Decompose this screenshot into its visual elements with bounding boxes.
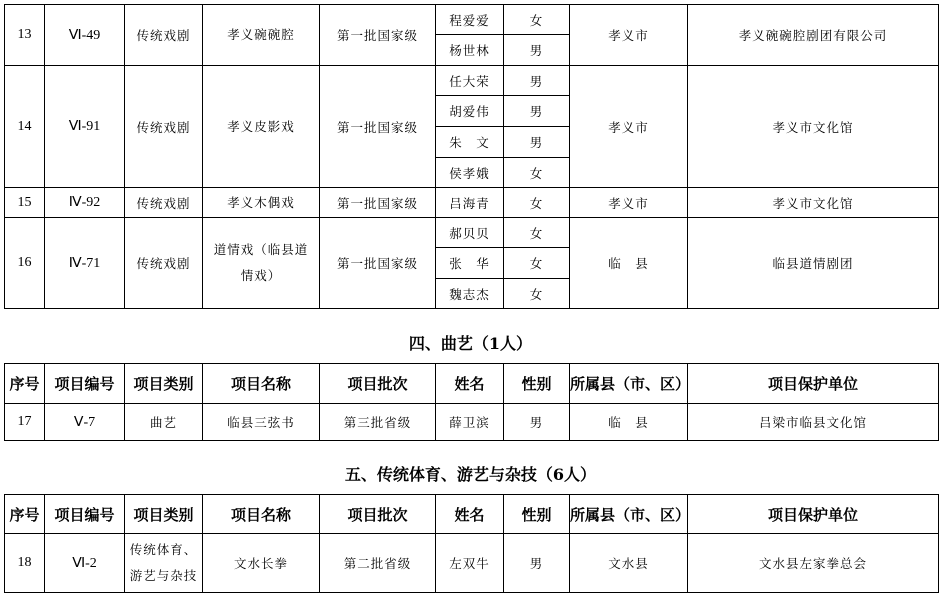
cell-gender: 男: [504, 534, 570, 593]
header-row: [5, 364, 939, 404]
cell-person: 张 华: [436, 248, 504, 279]
cell-person: 胡爱伟: [436, 96, 504, 127]
cell-person: 侯孝娥: [436, 158, 504, 188]
cell-county: 孝义市: [570, 5, 688, 66]
cell-person: 程爱爱: [436, 5, 504, 35]
cell-seq: 17: [5, 404, 45, 441]
cell-category: 传统戏剧: [125, 66, 203, 188]
cell-code: Ⅳ-92: [45, 188, 125, 218]
cell-gender: 男: [504, 66, 570, 96]
table-row: [5, 218, 939, 248]
cell-batch: 第一批国家级: [320, 188, 436, 218]
column-header: 项目保护单位: [688, 495, 939, 534]
column-header: 项目编号: [45, 364, 125, 404]
cell-county: 孝义市: [570, 188, 688, 218]
cell-county: 临 县: [570, 404, 688, 441]
cell-seq: 15: [5, 188, 45, 218]
cell-seq: 14: [5, 66, 45, 188]
column-header: 所属县（市、区）: [570, 495, 688, 534]
cell-unit: 吕梁市临县文化馆: [688, 404, 939, 441]
column-header: 姓名: [436, 364, 504, 404]
cell-category: 传统体育、游艺与杂技: [125, 534, 203, 593]
column-header: 项目批次: [320, 364, 436, 404]
column-header: 项目编号: [45, 495, 125, 534]
cell-name: 孝义碗碗腔: [203, 5, 320, 66]
cell-person: 吕海青: [436, 188, 504, 218]
cell-unit: 孝义市文化馆: [688, 188, 939, 218]
cell-gender: 女: [504, 5, 570, 35]
cell-person: 杨世林: [436, 35, 504, 66]
cell-seq: 18: [5, 534, 45, 593]
section-heading-sports: 五、传统体育、游艺与杂技（6人）: [344, 465, 597, 484]
cell-county: 文水县: [570, 534, 688, 593]
column-header: 项目类别: [125, 495, 203, 534]
cell-category: 曲艺: [125, 404, 203, 441]
cell-unit: 临县道情剧团: [688, 218, 939, 309]
cell-person: 魏志杰: [436, 279, 504, 309]
cell-batch: 第一批国家级: [320, 5, 436, 66]
cell-name: 孝义木偶戏: [203, 188, 320, 218]
cell-code: Ⅵ-2: [45, 534, 125, 593]
table-row: [5, 188, 939, 218]
cell-gender: 男: [504, 404, 570, 441]
table-row: [5, 5, 939, 35]
table-row: [5, 534, 939, 593]
header-row: [5, 495, 939, 534]
table-sports: [4, 494, 939, 593]
cell-unit: 孝义市文化馆: [688, 66, 939, 188]
cell-gender: 男: [504, 96, 570, 127]
column-header: 序号: [5, 364, 45, 404]
cell-gender: 女: [504, 188, 570, 218]
column-header: 项目类别: [125, 364, 203, 404]
cell-name: 道情戏（临县道情戏）: [203, 218, 320, 309]
cell-person: 朱 文: [436, 127, 504, 158]
table-quyi: [4, 363, 939, 441]
cell-gender: 女: [504, 158, 570, 188]
cell-gender: 女: [504, 279, 570, 309]
column-header: 姓名: [436, 495, 504, 534]
cell-county: 孝义市: [570, 66, 688, 188]
section-heading-quyi: 四、曲艺（1人）: [408, 334, 533, 353]
cell-person: 左双牛: [436, 534, 504, 593]
column-header: 序号: [5, 495, 45, 534]
cell-seq: 16: [5, 218, 45, 309]
cell-code: Ⅳ-71: [45, 218, 125, 309]
cell-gender: 女: [504, 218, 570, 248]
column-header: 项目名称: [203, 495, 320, 534]
cell-seq: 13: [5, 5, 45, 66]
table-row: [5, 404, 939, 441]
column-header: 性别: [504, 495, 570, 534]
column-header: 项目名称: [203, 364, 320, 404]
cell-code: Ⅵ-91: [45, 66, 125, 188]
cell-county: 临 县: [570, 218, 688, 309]
column-header: 性别: [504, 364, 570, 404]
cell-gender: 男: [504, 127, 570, 158]
cell-name: 文水长拳: [203, 534, 320, 593]
column-header: 项目保护单位: [688, 364, 939, 404]
cell-name: 临县三弦书: [203, 404, 320, 441]
table-row: [5, 66, 939, 96]
cell-category: 传统戏剧: [125, 188, 203, 218]
cell-name: 孝义皮影戏: [203, 66, 320, 188]
cell-batch: 第二批省级: [320, 534, 436, 593]
cell-category: 传统戏剧: [125, 218, 203, 309]
cell-code: Ⅵ-49: [45, 5, 125, 66]
cell-gender: 男: [504, 35, 570, 66]
cell-batch: 第一批国家级: [320, 66, 436, 188]
cell-person: 薛卫滨: [436, 404, 504, 441]
cell-gender: 女: [504, 248, 570, 279]
cell-person: 郝贝贝: [436, 218, 504, 248]
cell-person: 任大荣: [436, 66, 504, 96]
cell-category: 传统戏剧: [125, 5, 203, 66]
cell-code: Ⅴ-7: [45, 404, 125, 441]
cell-unit: 文水县左家拳总会: [688, 534, 939, 593]
cell-batch: 第三批省级: [320, 404, 436, 441]
column-header: 所属县（市、区）: [570, 364, 688, 404]
column-header: 项目批次: [320, 495, 436, 534]
cell-unit: 孝义碗碗腔剧团有限公司: [688, 5, 939, 66]
cell-batch: 第一批国家级: [320, 218, 436, 309]
table-traditional-opera: [4, 4, 939, 309]
